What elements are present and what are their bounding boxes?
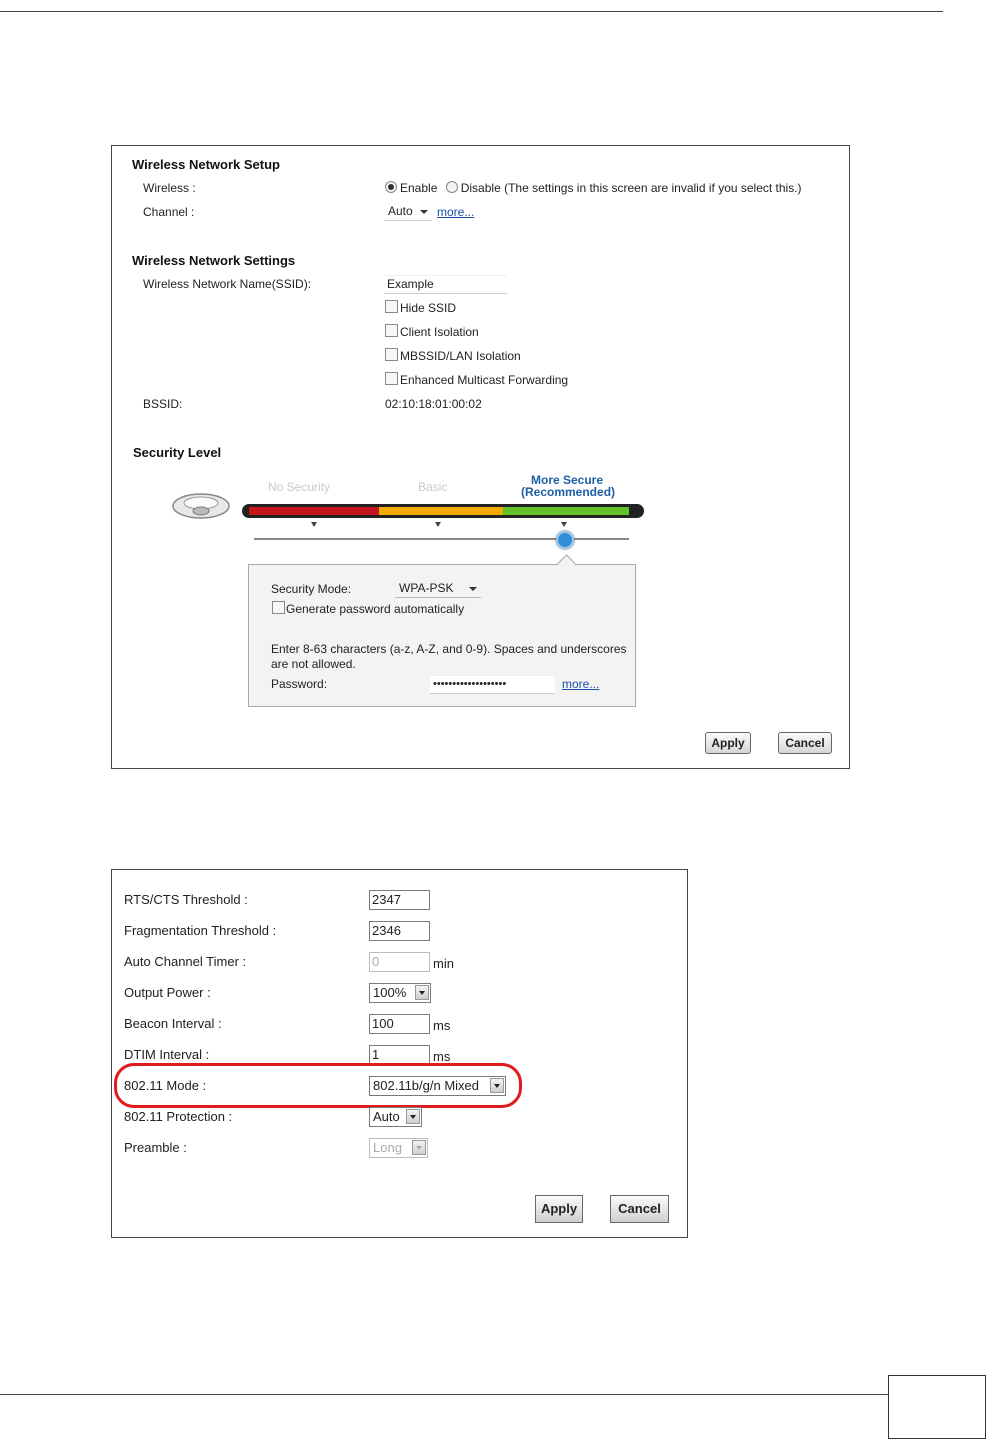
password-hint-line1: Enter 8-63 characters (a-z, A-Z, and 0-9). Spaces and underscores (271, 642, 627, 656)
mode-value: 802.11b/g/n Mixed (373, 1078, 479, 1093)
channel-select-value: Auto (388, 204, 413, 218)
tick-more-secure (561, 522, 567, 527)
mbssid-isolation-label: MBSSID/LAN Isolation (400, 349, 521, 363)
advanced-wireless-panel (111, 869, 688, 1238)
page-footer-rule (0, 1394, 888, 1395)
level-no-security-label: No Security (268, 480, 331, 494)
disable-note: (The settings in this screen are invalid if you select this.) (504, 181, 802, 195)
security-level-title: Security Level (133, 445, 222, 460)
hide-ssid-checkbox[interactable] (385, 300, 398, 313)
wireless-setup-title: Wireless Network Setup (132, 157, 280, 172)
dtim-interval-unit: ms (433, 1049, 451, 1064)
multicast-checkbox[interactable] (385, 372, 398, 385)
tick-basic (435, 522, 441, 527)
bssid-value: 02:10:18:01:00:02 (385, 397, 482, 411)
hide-ssid-label: Hide SSID (400, 301, 457, 315)
ssid-input[interactable]: Example (384, 275, 507, 294)
bar-segment-more-secure (503, 507, 629, 515)
page-header-rule (0, 11, 943, 12)
auto-channel-timer-unit: min (433, 956, 454, 971)
mbssid-isolation-checkbox[interactable] (385, 348, 398, 361)
security-slider-handle[interactable] (556, 531, 574, 549)
enable-radio[interactable] (385, 181, 397, 193)
level-basic-label: Basic (418, 480, 448, 494)
chevron-down-icon (406, 1109, 420, 1124)
security-mode-label: Security Mode: (271, 582, 352, 596)
fragmentation-input[interactable]: 2346 (369, 921, 430, 941)
preamble-select[interactable] (369, 1138, 428, 1158)
preamble-label: Preamble : (124, 1140, 187, 1155)
channel-select[interactable] (384, 203, 432, 221)
generate-password-label: Generate password automatically (286, 602, 465, 616)
rts-label: RTS/CTS Threshold : (124, 892, 248, 907)
ssid-label: Wireless Network Name(SSID): (143, 277, 312, 291)
cancel-button[interactable]: Cancel (610, 1195, 669, 1223)
security-box-pointer (557, 554, 575, 572)
chevron-down-icon (412, 1140, 426, 1155)
output-power-value: 100% (373, 985, 407, 1000)
password-label: Password: (271, 677, 328, 691)
protection-select[interactable] (369, 1107, 422, 1127)
apply-button[interactable]: Apply (705, 732, 751, 754)
router-icon (170, 489, 232, 523)
chevron-down-icon (415, 985, 429, 1000)
preamble-value: Long (373, 1140, 402, 1155)
beacon-interval-label: Beacon Interval : (124, 1016, 222, 1031)
wireless-label: Wireless : (143, 181, 196, 195)
rts-input[interactable]: 2347 (369, 890, 430, 910)
level-more-secure-label: More Secure (531, 473, 604, 487)
mode-select[interactable] (369, 1076, 506, 1096)
generate-password-checkbox[interactable] (272, 601, 285, 614)
cancel-button[interactable]: Cancel (778, 732, 832, 754)
wireless-settings-title: Wireless Network Settings (132, 253, 296, 268)
disable-radio[interactable] (446, 181, 458, 193)
client-isolation-checkbox[interactable] (385, 324, 398, 337)
protection-value: Auto (373, 1109, 400, 1124)
multicast-label: Enhanced Multicast Forwarding (400, 373, 569, 387)
security-level-bar (242, 504, 644, 518)
security-options-box (248, 564, 636, 707)
bar-segment-no-security (249, 507, 379, 515)
chevron-down-icon (420, 210, 428, 214)
fragmentation-label: Fragmentation Threshold : (124, 923, 277, 938)
channel-more-link[interactable]: more... (437, 205, 475, 219)
mode-label: 802.11 Mode : (124, 1078, 207, 1093)
disable-label: Disable (460, 181, 501, 195)
beacon-interval-unit: ms (433, 1018, 451, 1033)
wireless-settings-panel (111, 145, 850, 769)
dtim-interval-input[interactable]: 1 (369, 1045, 430, 1065)
security-mode-select[interactable] (395, 580, 481, 598)
dtim-interval-label: DTIM Interval : (124, 1047, 210, 1062)
apply-button[interactable]: Apply (535, 1195, 583, 1223)
client-isolation-label: Client Isolation (400, 325, 479, 339)
output-power-label: Output Power : (124, 985, 211, 1000)
page-number-box (888, 1375, 986, 1439)
chevron-down-icon (490, 1078, 504, 1093)
auto-channel-timer-input[interactable]: 0 (369, 952, 430, 972)
beacon-interval-input[interactable]: 100 (369, 1014, 430, 1034)
password-hint-line2: are not allowed. (271, 657, 356, 671)
protection-label: 802.11 Protection : (124, 1109, 233, 1124)
password-more-link[interactable]: more... (562, 677, 600, 691)
chevron-down-icon (469, 587, 477, 591)
channel-label: Channel : (143, 205, 195, 219)
security-mode-value: WPA-PSK (399, 581, 454, 595)
password-input[interactable]: ••••••••••••••••••• (430, 675, 555, 694)
bar-segment-basic (379, 507, 503, 515)
bssid-label: BSSID: (143, 397, 183, 411)
level-recommended-label: (Recommended) (521, 485, 616, 499)
auto-channel-timer-label: Auto Channel Timer : (124, 954, 247, 969)
enable-label: Enable (400, 181, 438, 195)
wireless-radio-group (385, 181, 802, 195)
tick-no-security (311, 522, 317, 527)
output-power-select[interactable] (369, 983, 431, 1003)
